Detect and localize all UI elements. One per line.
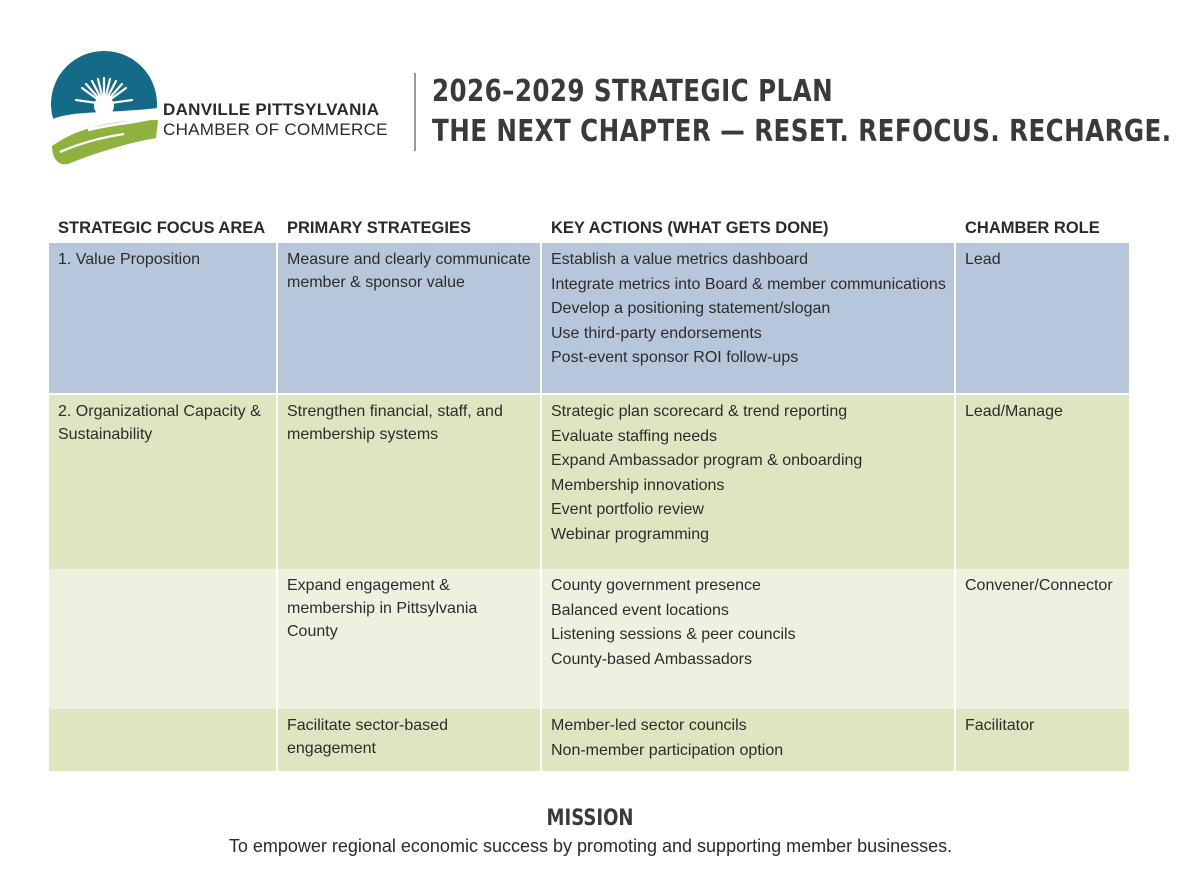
actions-cell [542, 569, 956, 709]
action-item: County government presence [551, 577, 761, 594]
action-item: Member-led sector councils [551, 717, 747, 734]
actions-cell [542, 243, 956, 393]
table-header-row [49, 214, 1129, 243]
focus-area-cell [49, 709, 278, 771]
header-divider [414, 73, 416, 151]
strategy-cell: Measure and clearly communicate member & sponsor value [278, 243, 542, 393]
strategy-cell: Facilitate sector-based engagement [278, 709, 542, 771]
action-item: Balanced event locations [551, 601, 729, 619]
org-name-line1: DANVILLE PITTSYLVANIA [163, 100, 380, 119]
action-item: Evaluate staffing needs [551, 427, 718, 445]
action-item: County-based Ambassadors [551, 650, 752, 668]
strategy-cell: Strengthen financial, staff, and membership systems [278, 395, 542, 569]
action-item: Event portfolio review [551, 501, 704, 518]
mission-statement: To empower regional economic success by promoting and supporting member businesses. [228, 836, 953, 856]
mission-title [0, 806, 1181, 831]
action-item: Webinar programming [551, 525, 709, 543]
focus-area-cell: 2. Organizational Capacity & Sustainability [49, 395, 278, 569]
focus-area-cell [49, 569, 278, 709]
action-item: Expand Ambassador program & onboarding [551, 452, 863, 469]
action-item: Develop a positioning statement/slogan [551, 300, 831, 317]
header-key-actions: KEY ACTIONS (WHAT GETS DONE) [551, 219, 829, 237]
table-row [49, 393, 1129, 569]
plan-title-line1: 2026–2029 STRATEGIC PLAN [432, 74, 834, 109]
table-row [49, 569, 1129, 709]
organization-name [163, 100, 388, 140]
table-row [49, 243, 1129, 393]
strategic-plan-table [49, 214, 1129, 771]
role-cell: Convener/Connector [965, 577, 1113, 594]
focus-area-cell: 1. Value Proposition [49, 243, 278, 393]
action-item: Strategic plan scorecard & trend reporting [551, 403, 848, 420]
header-chamber-role: CHAMBER ROLE [965, 219, 1100, 237]
plan-title-line2: THE NEXT CHAPTER — RESET. REFOCUS. RECHARGE. [432, 114, 1172, 149]
action-item: Establish a value metrics dashboard [551, 251, 809, 268]
plan-title [432, 72, 1172, 152]
role-cell: Lead [965, 251, 1001, 268]
action-item: Non-member participation option [551, 741, 784, 759]
strategy-cell: Expand engagement & membership in Pittsylvania County [278, 569, 542, 709]
header-primary-strategies: PRIMARY STRATEGIES [287, 219, 471, 237]
table-row [49, 709, 1129, 771]
action-item: Membership innovations [551, 476, 725, 494]
mission-title-text: MISSION [547, 806, 634, 831]
role-cell: Lead/Manage [965, 403, 1063, 420]
role-cell: Facilitator [965, 717, 1035, 734]
chamber-logo-icon [48, 48, 160, 166]
org-name-line2: CHAMBER OF COMMERCE [163, 120, 388, 139]
action-item: Use third-party endorsements [551, 324, 762, 342]
action-item: Post-event sponsor ROI follow-ups [551, 349, 799, 366]
page-header [0, 0, 1181, 180]
header-focus-area: STRATEGIC FOCUS AREA [58, 219, 266, 237]
actions-cell [542, 709, 956, 771]
actions-cell [542, 395, 956, 569]
action-item: Integrate metrics into Board & member communications [551, 275, 946, 293]
action-item: Listening sessions & peer councils [551, 626, 796, 643]
